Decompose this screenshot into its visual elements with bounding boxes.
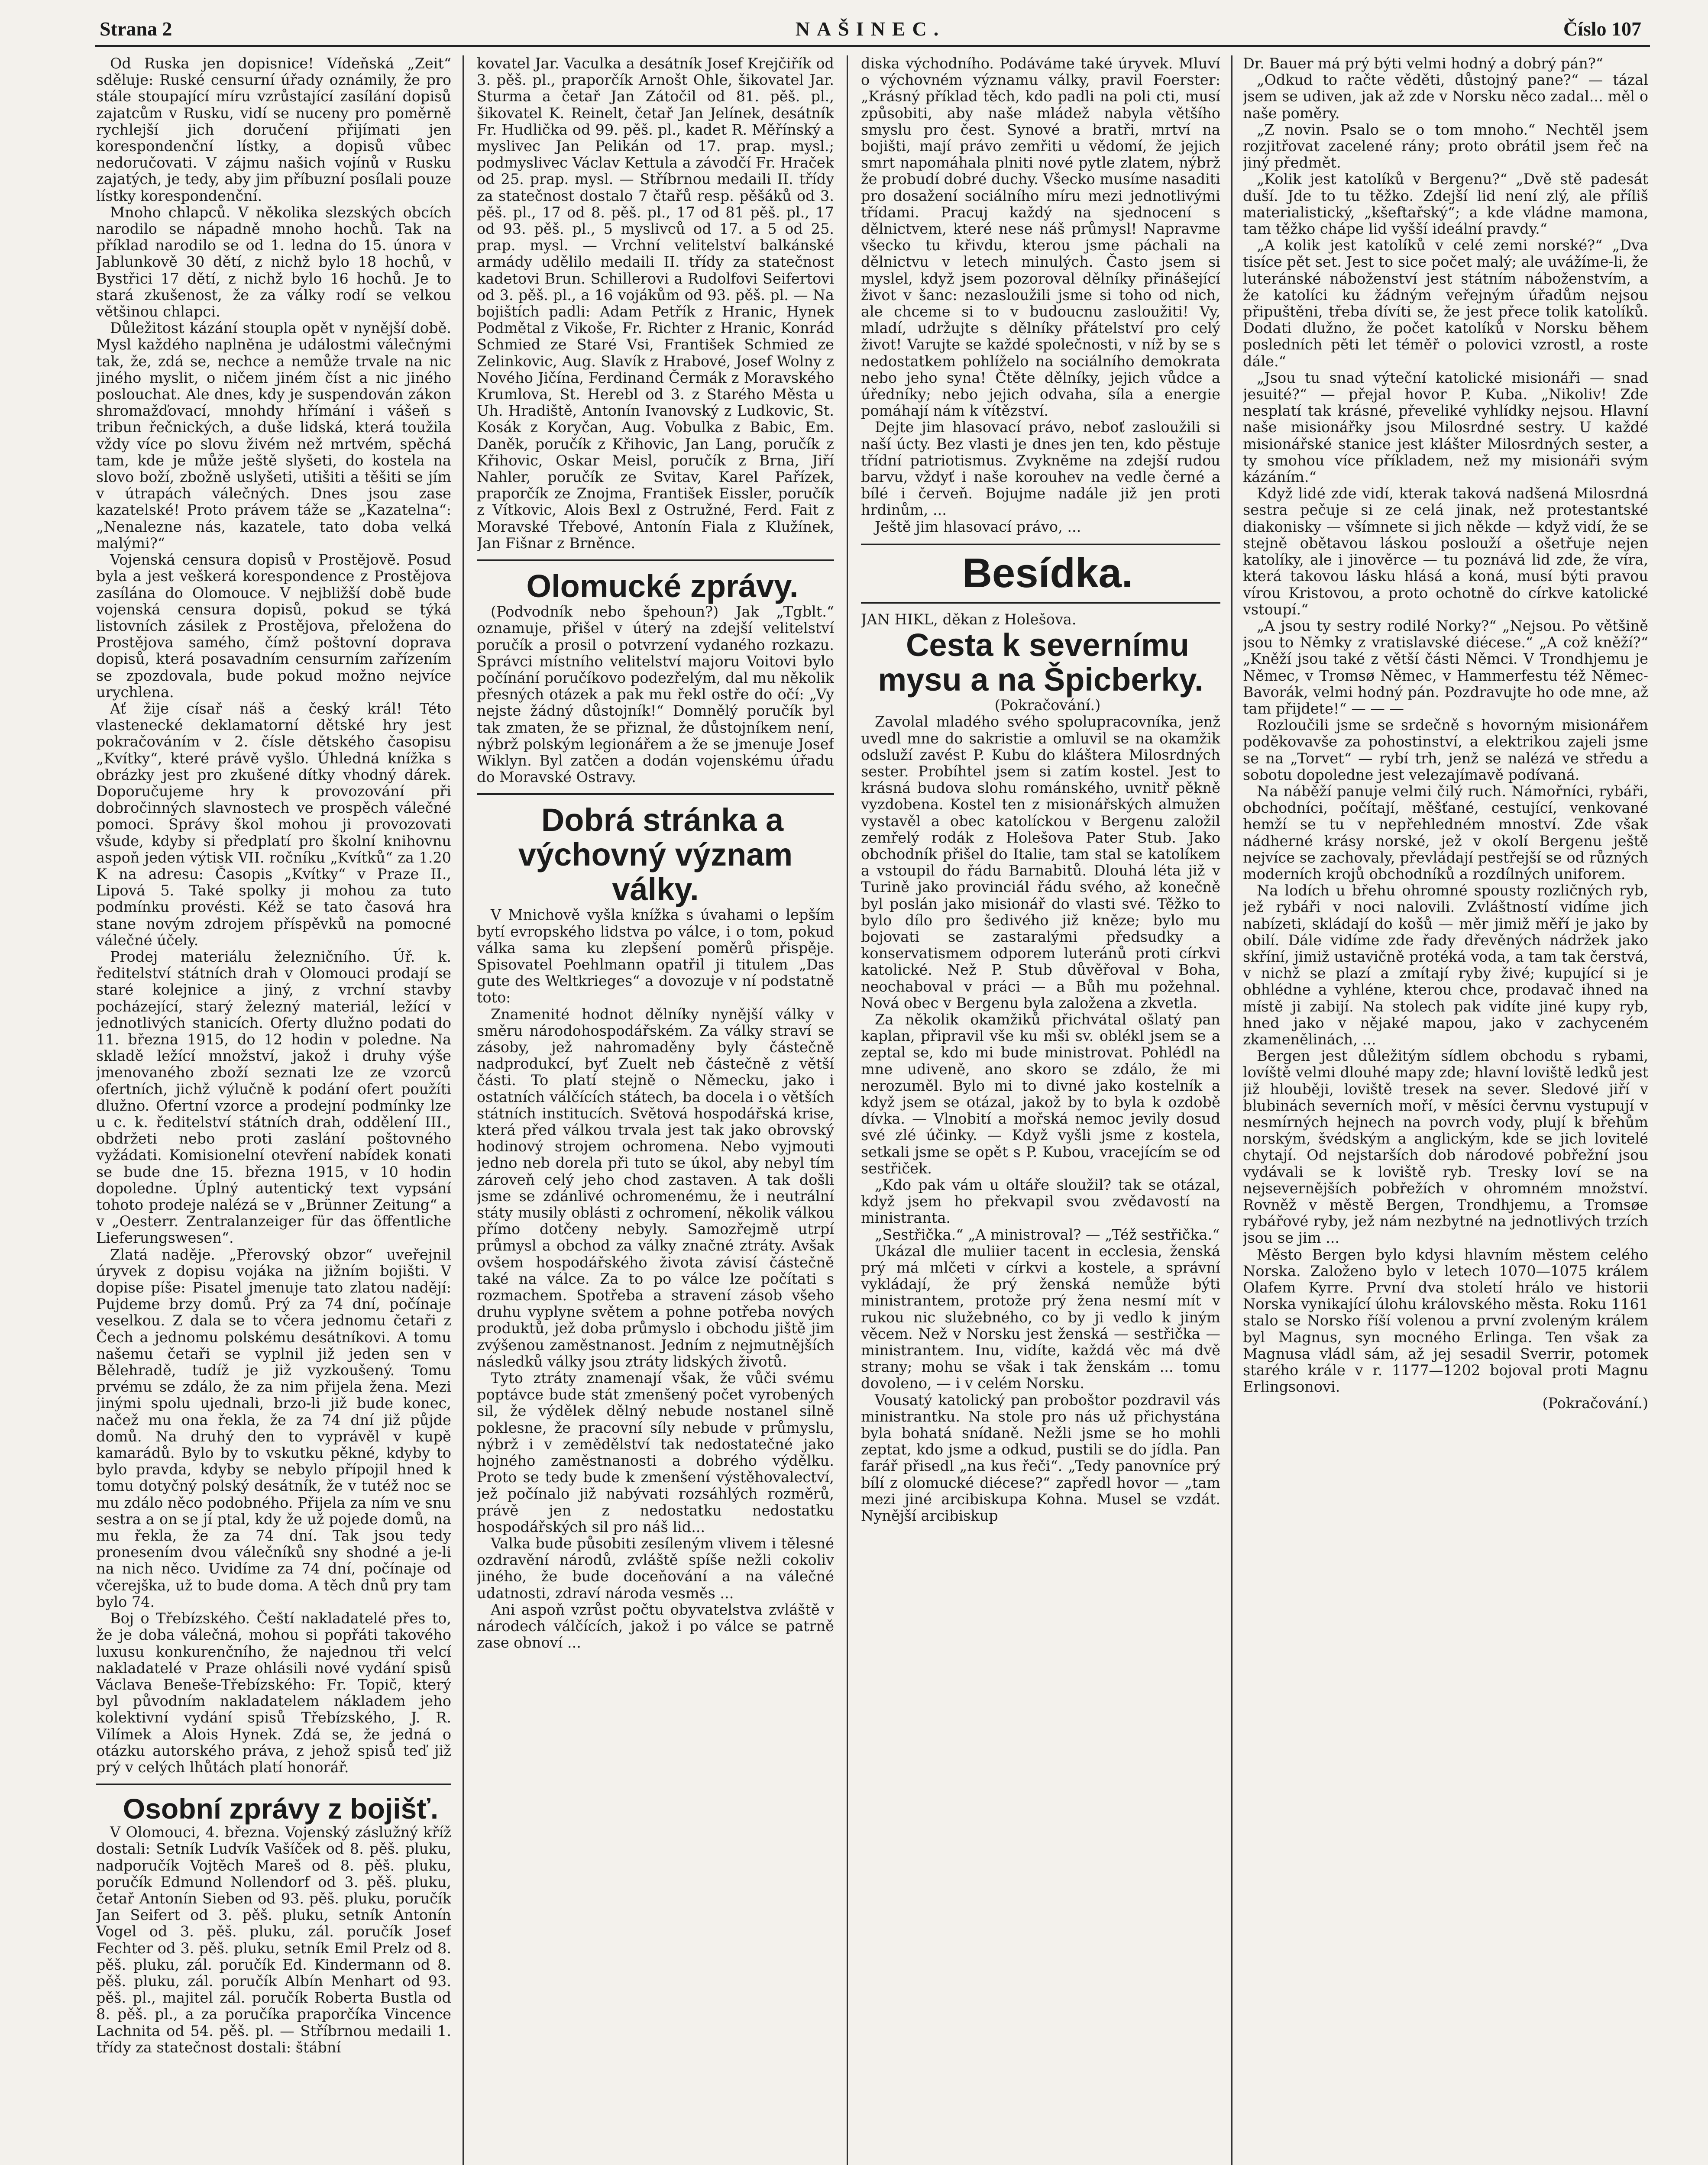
story-paragraph: Na náběží panuje velmi čilý ruch. Námořníci, rybáři, obchodníci, počítají, měšťané, cestující, venkované hemží se tu v nepřehledném mnoství. Zde však nádherné krásy norské, jež v okolí Bergenu ještě nejvíce se zachovaly, převládají pestřejší se od různých moderních krojů obchodníků a rozdílných uniforem. xyxy=(1243,782,1648,882)
news-item: Mnoho chlapců. V několika slezských obcích narodilo se nápadně mnoho hochů. Tak na příklad narodilo se od 1. ledna do 15. února v Jablunkově 30 dětí, z nichž bylo 18 hochů, v Bystřici 17 dětí, z nichž bylo 16 hochů. Je to stará zkušenost, že za války rodí se velkou většinou chlapci. xyxy=(96,204,451,320)
story-paragraph: Na lodích u břehu ohromné spousty rozličných ryb, jež rybáři v noci nalovili. Zvláštností vidíme jich nabízeti, skládají do košů — měr jimiž měří je jako by obilí. Dále vidíme zde řady dřevěných nádržek jako skříní, jimiž ustavičně protéká voda, a tam tak čerstvá, v nichž se plazí a zmítají ryby živé; kupující si je obhlédne a vyhléne, kterou chce, prodavač ihned na místě ji zabijí. Na stolech pak vidíte jiné kupy ryb, hned jako v nějaké mapou, jako v zachyceném zkamenělinách, ... xyxy=(1243,882,1648,1048)
continuation-note: (Pokračování.) xyxy=(1542,1395,1648,1412)
story-paragraph: „Kdo pak vám u oltáře sloužil? tak se otázal, když jsem ho překvapil svou zvědavostí na ministranta. xyxy=(861,1176,1220,1227)
section-rule xyxy=(861,602,1220,604)
column-2 xyxy=(477,55,834,2165)
continuation-note: (Pokračování.) xyxy=(994,697,1101,714)
section-heading-olomouc-news: Olomucké zprávy. xyxy=(526,568,799,604)
news-item: Zlatá naděje. „Přerovský obzor“ uveřejnil úryvek z dopisu vojáka na jižním bojišti. V dopise píše: Pisatel jmenuje tato zlatou nadějí: Pujdeme brzy domů. Prý za 74 dní, počínaje veselkou. Z dala se to včera jednomu četaři z Čech a jednomu polskému desátníkovi. A tomu našemu četaři se vyplnil již jeden sen v Bělehradě, tudíž je již vyzkoušený. Tomu prvému se zdálo, že za nim přijela žena. Mezi jinými spolu ujednali, brzo-li již bude konec, načež mu ona řekla, že za 74 dní již půjde domů. Na druhý den to vyprávěl v kupě kamarádů. Bylo by to vskutku pěkné, kdyby to bylo pravda, kdyby se nebylo přípojil hned k tomu dotyčný polský desátník, že v tutéž noc se mu zdálo něco podobného. Přijela za ním ve snu sestra a on se jí ptal, kdy že už pojede domů, na mu řekla, že za 74 dní. Tak jsou tedy pronesením dvou válečníků sny shodné a je-li na nich něco. Uvidíme za 74 dní, počínaje od včerejška, už to bude doma. A těch dnů pry tam bylo 74. xyxy=(96,1246,451,1610)
news-item: Vojenská censura dopisů v Prostějově. Posud byla a jest veškerá korespondence z Prostějova zasílána do Olomouce. V nejbližší době bude vojenská censura dopisů, pokud se týká listovních zásilek z Prostějova, přeložena do Prostějova samého, čímž poštovní doprava dopisů, která posavadním censurním zařízením se zpozdovala, bude pokud možno nejvíce urychlena. xyxy=(96,551,451,701)
section-rule xyxy=(96,1784,451,1785)
news-item: Boj o Třebízského. Čeští nakladatelé přes to, že je doba válečná, mohou si popřáti takového luxusu konkurenčního, že najednou tři velcí nakladatelé v Praze ohlásili nové vydání spisů Václava Beneše-Třebízského: Fr. Topič, který byl původním nakladatelem nákladem jeho kolektivní vydání spisů Třebízského, J. R. Vilímek a Alois Hynek. Zdá se, že jedná o otázku autorského práva, z jehož spisů teď již prý v celých lhůtách platí honorář. xyxy=(96,1610,451,1776)
story-paragraph: Za několik okamžiků přichvátal ošlatý pan kaplan, připravil vše ku mši sv. oblékl jsem se a zeptal se, kdo mi bude ministrovat. Pohlédl na mne udiveně, ano skoro se zdálo, že mi nerozuměl. Bylo mi to divné jako kostelník a když jsem se otázal, jakož by to byla k ozdobě dívka. — Vlnobití a mořská nemoc jevily dosud své zlé účinky. — Když vyšli jsme z kostela, setkali jsme se opět s P. Kubou, vracejícím se od sestřiček. xyxy=(861,1011,1220,1177)
column-divider xyxy=(1231,55,1232,2165)
story-paragraph: „Jsou tu snad výteční katolické misionáři — snad jesuité?“ — přejal hovor P. Kuba. „Nikoliv! Zde nesplatí tak krásné, převeliké vyhlídky nejsou. Hlavní naše misionářky jsou Milosrdné sestry. U každé misionářské stanice jest klášter Milosrdných sester, a ty smohou více příkladem, než my misionáři svým kázáním.“ xyxy=(1243,369,1648,486)
issue-number: Číslo 107 xyxy=(1563,18,1641,40)
column-4 xyxy=(1243,55,1648,2165)
news-item: (Podvodník nebo špehoun?) Jak „Tgblt.“ oznamuje, přišel v úterý na zdejší velitelství poručík a prosil o potvrzení vydaného rozkazu. Správci místního velitelství majoru Voitovi bylo počínání poručíkovo podezřelým, dal mu několik přesných otázek a pak mu řekl ostře do očí: „Vy nejste žádný důstojník!“ Domnělý poručík byl tak zmaten, že se přiznal, že důstojníkem není, nýbrž polským legionářem a že se jmenuje Josef Wiklyn. Byl zatčen a dodán vojenskému úřadu do Moravské Ostravy. xyxy=(477,603,834,786)
page-header xyxy=(100,13,1641,43)
news-item: Prodej materiálu železničního. Úř. k. ředitelství státních drah v Olomouci prodají se staré kolejnice a jiný, z vrchní stavby pocházející, starý železný materiál, ležící v jednotlivých stanicích. Oferty dlužno podati do 11. března 1915, do 12 hodin v poledne. Na skladě ležící množství, jakož i druhy výše jmenovaného zboží seznati lze ze vzorců ofertních, jichž výlučně k podání ofert použíti dlužno. Ofertní vzorce a prodejní podmínky lze u c. k. ředitelství státních drah, oddělení III., obdržeti nebo proti zaslání poštovného vyžádati. Komisionelní otevření nabídek konati se bude dne 15. března 1915, v 10 hodin dopoledne. Úplný autentický text vypsání tohoto prodeje nalézá se v „Brünner Zeitung“ a v „Oesterr. Zentralanzeiger für das öffentliche Lieferungswesen“. xyxy=(96,948,451,1247)
column-3 xyxy=(861,55,1220,2165)
story-paragraph: „Sestřička.“ „A ministroval? — „Též sestřička.“ xyxy=(875,1226,1220,1243)
section-rule xyxy=(477,793,834,795)
news-item: kovatel Jar. Vaculka a desátník Josef Krejčiřík od 3. pěš. pl., praporčík Arnošt Ohle, šikovatel Jar. Sturma a četař Jan Zátočil od 81. pěš. pl., šikovatel K. Reinelt, četař Jan Jelínek, desátník Fr. Hudlička od 99. pěš. pl., kadet R. Měřínský a myslivec Jan Pelikán od 17. prap. mysl.; podmyslivec Václav Kettula a závodčí Fr. Hraček od 25. prap. mysl. — Stříbrnou medaili II. třídy za statečnost dostalo 7 čtařů resp. pěšáků od 3. pěš. pl., 17 od 8. pěš. pl., 17 od 81 pěš. pl., 17 od 93. pěš. pl., 5 myslivců od 17. a 5 od 25. prap. mysl. — Vrchní velitelství balkánské armády udělilo medaili II. třídy za statečnost kadetovi Brun. Schillerovi a Rudolfovi Seifertovi od 3. pěš. pl., a 16 vojákům od 93. pěš. pl. — Na bojištích padli: Adam Petřík z Hranic, Hynek Podmětal z Vikoše, Fr. Richter z Hranic, Konrád Schmied ze Staré Vsi, František Schmied ze Zelinkovic, Aug. Slavík z Hrabové, Josef Wolny z Nového Jičína, Ferdinand Čermák z Moravského Krumlova, St. Herebl od 3. z Starého Města u Uh. Hradiště, Antonín Ivanovský z Ludkovic, St. Kosák z Koryčan, Aug. Vobulka z Babic, Em. Daněk, poručík z Křihovic, Jan Lang, poručík z Křihovic, Oskar Meisl, poručík z Brna, Jiří Nahler, poručík ze Svitav, Karel Pařízek, praporčík ze Znojma, František Eissler, poručík z Vítkovic, Alois Bexl z Ostružné, Ferd. Fait z Moravské Třebové, Antonín Fiala z Klužínek, Jan Fišnar z Brněnce. xyxy=(477,55,834,552)
story-paragraph: „A jsou ty sestry rodilé Norky?“ „Nejsou. Po většině jsou to Němky z vratislavské diécese.“ „A což kněží?“ „Kněží jsou také z větší části Němci. V Trondhjemu je Němec, v Tromsø Němec, v Hammerfestu též Němec-Bavorák, velmi hodný pán. Pozdravujte ho ode mne, až tam přijdete!“ — — — xyxy=(1243,617,1648,717)
news-item: Ať žije císař náš a český král! Této vlastenecké deklamatorní dětské hry jest pokračováním v 2. čísle dětského časopisu „Kvítky“, které právě vyšlo. Úhledná knížka s obrázky jest pro zkušené dítky vhodný dárek. Doporučujeme hry k provozování při dobročinných slavnostech ve prospěch válečné pomoci. Správy škol mohou ji provozovati všude, kdyby si předplatí pro školní knihovnu aspoň jeden výtisk VII. ročníku „Kvítků“ za 1.20 K na adresu: Časopis „Kvítky“ v Praze II., Lipová 5. Také spolky ji mohou za tuto podmínku provésti. Kéž se tato časová hra stane novým zdrojem příspěvků na pomocné válečné účely. xyxy=(96,700,451,949)
article-paragraph: V Mnichově vyšla knížka s úvahami o lepším bytí evropského lidstva po válce, i o tom, pokud válka sama ku zlepšení poměrů přispěje. Spisovatel Poehlmann opatřil ji titulem „Das gute des Weltkrieges“ a dovozuje v ní podstatně toto: xyxy=(477,906,834,1006)
story-paragraph: Vousatý katolický pan proboštor pozdravil vás ministrantku. Na stole pro nás už přichystána byla bohatá snídaně. Nežli jsme se ho mohli zeptat, kdo jsme a odkud, pustili se do jídla. Pan farář přisedl „na kus řeči“. „Tedy panovníce prý bílí z olomucké diécese?“ zapředl hovor — „tam mezi jiné arcibiskupa Kohna. Musel se vzdát. Nynější arcibiskup xyxy=(861,1391,1220,1525)
story-paragraph: Zavolal mladého svého spolupracovníka, jenž uvedl mne do sakristie a omluvil se na okamžik odsluží zavést P. Kubu do kláštera Milosrdných sester. Probíhtel jsem si zatím kostel. Jest to krásná budova slohu románského, uvnitř pěkně vyzdobena. Kostel ten z misionářských almužen vystavěl a obec katolíckou v Bergenu založil zemřelý rodák z Holešova Pater Stub. Jako obchodník přišel do Italie, tam stal se katolíkem a vstoupil do řádu Barnabitů. Dlouhá léta již v Turině jako provinciál řádu svého, až konečně byl poslán jako misionář do vlasti své. Těžko to bylo dílo pro šedivého již kněze; bylo mu bojovati se zastaralými předsudky a konservatismem odporem luteránů proti církvi katolické. Než P. Stub důvěřoval v Boha, neochaboval v práci — a Bůh mu požehnal. Nová obec v Bergenu byla založena a zkvetla. xyxy=(861,713,1220,1011)
news-item: Od Ruska jen dopisnice! Vídeňská „Zeit“ sděluje: Ruské censurní úřady oznámily, že pro stále stoupající míru vzrůstající zasílání dopisů zajatcům v Rusku, vidí se nuceny pro poměrně rychlejší jich doručení přijímati jen korespondenční lístky, a dopisů vůbec nedoručovati. V zájmu našich vojínů v Rusku zajatých, je tedy, aby jim příbuzní posílali pouze lístky korespondenční. xyxy=(96,55,451,204)
header-rule xyxy=(95,45,1650,47)
newspaper-title: NAŠINEC. xyxy=(795,18,946,40)
story-paragraph: „Odkud to račte věděti, důstojný pane?“ — tázal jsem se udiven, jak až zde v Norsku něco zadal... měl o naše poměry. xyxy=(1243,71,1648,122)
article-paragraph: Ještě jim hlasovací právo, ... xyxy=(875,518,1081,535)
story-title: Cesta k severnímu mysu a na Špicberky. xyxy=(878,627,1203,698)
article-paragraph: Ani aspoň vzrůst počtu obyvatelstva zvláště v národech válčících, jakož i po válce se patrně zase obnoví ... xyxy=(477,1601,834,1651)
column-divider xyxy=(847,55,848,2165)
story-paragraph: „Kolik jest katolíků v Bergenu?“ „Dvě stě padesát duší. Jde to tu těžko. Zdejší lid není zlý, ale příliš materialistický, „kšeftařský“; a kde vládne mamona, tam těžko chápe lid vyšší ideální pravdy.“ xyxy=(1243,171,1648,238)
article-paragraph: Valka bude působiti zesíleným vlivem i tělesné ozdravění národů, zvláště spíše nežli cokoliv jiného, že bude doceňování a na válečné udatnosti, zdraví národa vesměs ... xyxy=(477,1535,834,1602)
column-1 xyxy=(96,55,451,2165)
news-item: Důležitost kázání stoupla opět v nynější době. Mysl každého naplněna je událostmi válečnými tak, že, zdá se, nechce a nemůže trvale na nic jiného myslit, o ničem jiném číst a nic jiného poslouchat. Ale dnes, kdy je suspendován zákon shromažďovací, mnohdy hřímání i vášeň s tribun řečnických, a duše lidská, která toužila vždy více po slovu živém než mrtvém, spěchá tam, kde je může ještě slyšeti, do kostela na slovo boží, zbožně uslyšeti, utišiti a těšiti se jím v útrapách válečných. Dnes jsou zase kazatelské! Proto právem táže se „Kazatelna“: „Nenalezne nás, kazatele, tato doba velká malými?“ xyxy=(96,320,451,552)
article-paragraph: Znamenité hodnot dělníky nynější války v směru národohospodářském. Za války straví se zásoby, jež nahromaděny byly částečně nadprodukcí, byť Zuelt neb částečně z větší části. To platí stejně o Německu, jako i ostatních válčících státech, ba docela i o větších státních institucích. Světová hospodářská krise, která před válkou trvala jest tak jako obrovský hodinový strojem ochromena. Nebo vyjmouti jedno neb dorela při tuto se úkol, aby nebyl tím zároveň celý jeho chod zastaven. A tak došli jsme se zdánlivé ochromenému, že i neutrální státy musily oblásti z ochromení, několik válkou přímo dotčeny nebyly. Samozřejmě utrpí průmysl a obchod za války značné ztráty. Avšak ovšem hospodářského života závisí částečně také na válce. Za to po válce lze počítati s rozmachem. Spotřeba a stravení zásob všeho druhu vyplyne světem a pohne potřeba nových produktů, jež doba průmyslo i obchodu jiště jim zvýšenou zaměstnanost. Jedním z nejmutnějších následků války jsou ztráty lidských životů. xyxy=(477,1005,834,1370)
author-line: JAN HIKL, děkan z Holešova. xyxy=(861,611,1077,628)
feuilleton-heading: Besídka. xyxy=(962,549,1133,596)
story-paragraph: Město Bergen bylo kdysi hlavním městem celého Norska. Založeno bylo v letech 1070—1075 králem Olafem Kyrre. První dva století hrálo ve historii Norska vynikající úlohu královského města. Roku 1161 stalo se Norsko říší volenou a první zvoleným králem byl Magnus, syn mocného Erlinga. Ten však za Magnusa vládl sám, až jej sesadil Sverrir, potomek starého krále v r. 1177—1202 bojoval proti Magnu Erlingsonovi. xyxy=(1243,1246,1648,1396)
section-rule xyxy=(477,559,834,561)
story-paragraph: „A kolik jest katolíků v celé zemi norské?“ „Dva tisíce pět set. Jest to sice počet malý; ale uvážíme-li, že luteránské náboženství jest státním náboženstvím, a že katolíci ku žádným veřejným úřadům nejsou připuštěni, třeba dívíti se, že jest přece tolik katolíků. Dodati dlužno, že počet katolíků v Norsku během posledních pěti let téměř o polovici vzrostl, a roste dále.“ xyxy=(1243,237,1648,370)
page-number: Strana 2 xyxy=(100,18,172,40)
column-divider xyxy=(463,55,464,2165)
article-paragraph: Dejte jim hlasovací právo, neboť zasloužili si naší úcty. Bez vlasti je dnes jen ten, kdo pěstuje třídní patriotismus. Zvykněme na zdejší rudou barvu, vždyť i naše korouhev na vedle černé a bílé i červeň. Bojujme nadále již jen proti hrdinům, ... xyxy=(861,419,1220,519)
story-paragraph: Rozloučili jsme se srdečně s hovorným misionářem poděkovavše za pohostinství, a elektrikou zajeli jsme se na „Torvet“ — rybí trh, jenž se nalézá ve středu a sobotu dopoledne jest velezajímavě podívaná. xyxy=(1243,717,1648,783)
story-paragraph: Ukázal dle muliier tacent in ecclesia, ženská prý má mlčeti v církvi a kostele, a správní vykládají, že prý ženská nemůže býti ministrantem, protože prý žena nesmí mít v rukou nic služebného, co by ji vedlo k jiným věcem. Než v Norsku jest ženská — sestřička — ministrantem. Inu, vidíte, každá věc má dvě strany; mohu se však i tak ženskám ... tomu dovoleno, — i v celém Norsku. xyxy=(861,1242,1220,1392)
story-paragraph: Když lidé zde vidí, kterak taková nadšená Milosrdná sestra pečuje si ze celá jinak, než protestantské diakonisky — všímnete si jich někde — když vidí, že se stejně obětavou láskou poslouží a ošetřuje nejen katolíky, ale i jinověrce — tu poznává lid zde, že víra, která takovou lásku hlásá a koná, musí býti pravou vírou Kristovou, a proto ochotně do církve katolické vstoupí.“ xyxy=(1243,485,1648,618)
article-paragraph: diska východního. Podáváme také úryvek. Mluví o výchovném významu války, pravil Foerster: „Krásný příklad těch, kdo padli na poli cti, musí způsobiti, aby naše mládež nabyla většího smyslu pro čest. Synové a bratři, mrtví na bojišti, mají právo zemřiti u vědomí, že jejich smrt napomáhala plniti nové pytle zlatem, nýbrž že probudí dobré duchy. Všecko musíme nasaditi pro dosažení sociálního míru mezi jednotlivými třídami. Pracuj každý na sjednocení s dělnictvem, které nese náš průmysl! Napravme všecko tu křivdu, kterou jsme páchali na dělnictvu v letech minulých. Často jsem si myslel, když jsem pozoroval dělníky přinášející život v šanc: nezasloužili jsme si toho od nich, ale chceme si to v budoucnu zasloužiti! Vy, mladí, udržujte s dělníky přátelství pro celý život! Varujte se každé společnosti, v níž by se s nedostatkem pohlíželo na sociálního demokrata nebo jeho syna! Čtěte dělníky, jejich vůdce a úředníky; nebo jejich odvaha, síla a energie pomáhají nám k vítězství. xyxy=(861,55,1220,420)
story-paragraph: Dr. Bauer má prý býti velmi hodný a dobrý pán?“ xyxy=(1243,55,1604,72)
section-heading-war-news: Osobní zprávy z bojišť. xyxy=(123,1793,439,1825)
story-paragraph: „Z novin. Psalo se o tom mnoho.“ Nechtěl jsem rozjitřovat zacelené rány; proto obrátil jsem řeč na jiný předmět. xyxy=(1243,121,1648,171)
article-heading-war-side: Dobrá stránka a výchovný význam války. xyxy=(518,802,793,908)
news-item: V Olomouci, 4. března. Vojenský záslužný kříž dostali: Setník Ludvík Vašíček od 8. pěš. pluku, nadporučík Vojtěch Mareš od 8. pěš. pluku, poručík Edmund Nollendorf od 3. pěš. pluku, četař Antonín Sieben od 93. pěš. pluku, poručík Jan Seifert od 3. pěš. pluku, setník Antonín Vogel od 3. pěš. pluku, zál. poručík Josef Fechter od 3. pěš. pluku, setník Emil Prelz od 8. pěš. pluku, zál. poručík Ed. Kindermann od 8. pěš. pluku, zál. poručík Albín Menhart od 93. pěš. pl., majitel zál. poručík Roberta Bustla od 8. pěš. pl., a za poručíka praporčíka Vincence Lachnita od 54. pěš. pl. — Stříbrnou medaili 1. třídy za statečnost dostali: štábní xyxy=(96,1824,451,2056)
section-rule xyxy=(861,543,1220,545)
article-paragraph: Tyto ztráty znamenají však, že vůči svému poptávce bude stát zmenšený počet vyrobených sil, že výdělek dělný nebude nostanel silně poklesne, že pracovní síly nebude v průmyslu, nýbrž i v zemědělství tak nedostatečné jako hojného zaměstnanosti a dobrého výdělku. Proto se tedy bude k zmenšení výstěhovalectví, jež počínalo již nabývati rozsáhlých rozměrů, právě jen z nedostatku nedostatku hospodářských sil pro náš lid... xyxy=(477,1370,834,1535)
story-paragraph: Bergen jest důležitým sídlem obchodu s rybami, lovíště velmi dlouhé mapy zde; hlavní loviště ledků jest již hlouběji, loviště tresek na sever. Sledové jiří v blubinách severních moří, v měsíci červnu vystupují v nesmírných hejnech na povrch vody, plují k břehům norským, švédským a anglickým, kde se jich lovitelé chytají. Od nejstarších dob národové pobřežní jsou vydávali se k loviště ryb. Tresky loví se na nejsevernějších pobřežích v ohromném množství. Rovněž v městě Bergen, Trondhjemu, a Tromsøe rybářové ryby, jež nám nezbytné na jednotlivých trzích jsou se jim ... xyxy=(1243,1047,1648,1247)
